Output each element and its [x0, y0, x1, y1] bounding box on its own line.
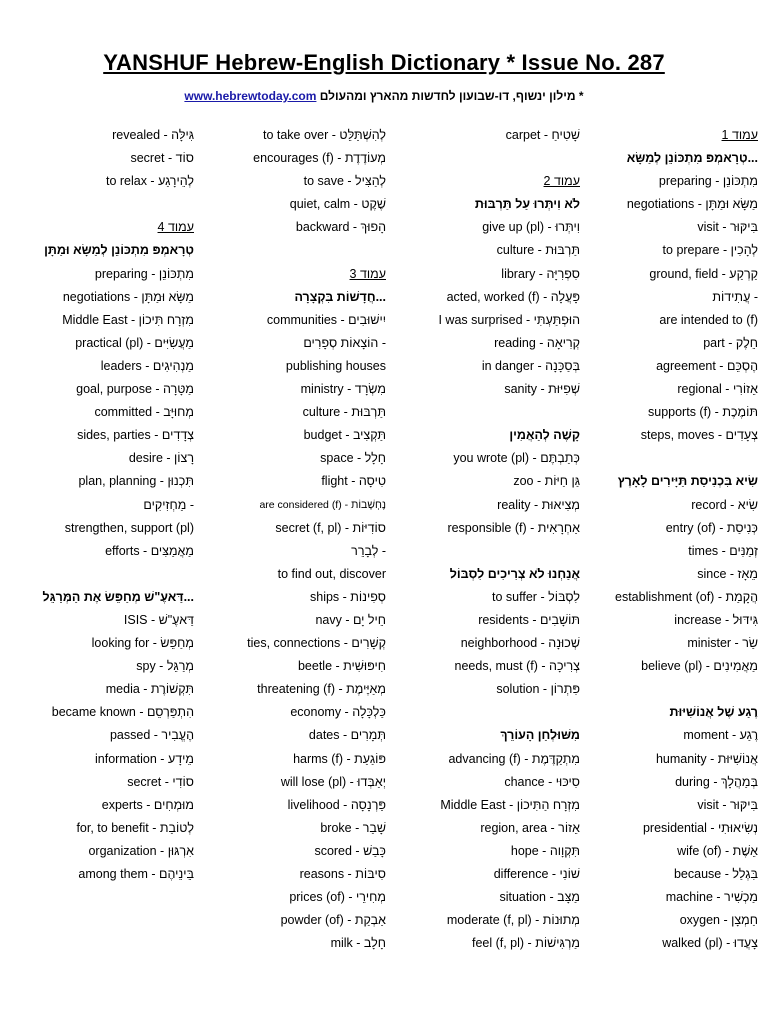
- article-heading: שִׂיא בִּכְנִיסַת תַּיָּירִים לָאָרֶץ: [617, 474, 758, 489]
- page-marker: עמוד 4: [157, 220, 194, 235]
- glossary-entry: quiet, calm - שֶׁקֶט: [289, 197, 386, 212]
- glossary-entry: encourages (f) - מְעוֹדֶדֶת: [253, 151, 386, 166]
- spacer: [390, 701, 580, 724]
- glossary-column-3: [390, 124, 580, 955]
- glossary-entry: passed - הֶעֱבִיר: [109, 728, 194, 743]
- glossary-entry: visit - בִּיקּוּר: [697, 220, 758, 235]
- glossary-entry: responsible (f) - אַחְרָאִית: [447, 520, 580, 535]
- glossary-entry: goal, purpose - מַטָּרָה: [76, 382, 194, 397]
- glossary-entry: difference - שׁוֹנִי: [493, 867, 580, 881]
- glossary-entry: ground, field - קַרְקַע: [649, 266, 758, 281]
- glossary-entry: acted, worked (f) - פָּעֲלָה: [446, 289, 580, 304]
- glossary-entry: threatening (f) - מְאַיֶּימֶת: [257, 682, 386, 697]
- glossary-entry: library - סִפְרִיָּה: [501, 266, 580, 281]
- article-heading: אֲנַחְנוּ לֹא צְרִיכִים לִסְבּוֹל: [449, 566, 580, 581]
- glossary-entry: broke - שָׁבַר: [320, 820, 386, 835]
- glossary-entry: during - בְּמַהֲלָךְ: [675, 774, 758, 789]
- page-marker: עמוד 3: [349, 266, 386, 281]
- glossary-entry: scored - כָּבַשׁ: [314, 843, 386, 858]
- glossary-entry: presidential - נְשִׂיאוּתִי: [642, 820, 758, 835]
- glossary-entry: moment - רֶגַע: [683, 728, 758, 743]
- glossary-entry: to prepare - לְהָכִין: [662, 243, 758, 258]
- glossary-entry: region, area - אֵזוֹר: [480, 820, 580, 835]
- glossary-entry: communities - יִישׁוּבִים: [266, 312, 386, 327]
- glossary-entry: record - שִׂיא: [691, 497, 758, 512]
- glossary-entry: machine - מַכְשִׁיר: [665, 890, 758, 905]
- glossary-entry: to take over - לְהִשְׁתַּלֵּט: [262, 128, 386, 142]
- article-heading: חֲדָשׁוֹת בִּקְצָרָה...: [294, 289, 386, 304]
- spacer: [568, 447, 758, 470]
- glossary-entry: economy - כַּלְכָּלָה: [290, 705, 386, 720]
- spacer: [4, 193, 194, 216]
- glossary-entry: backward - הָפוּךְ: [295, 220, 386, 235]
- spacer: [390, 147, 580, 170]
- glossary-entry: milk - חָלָב: [330, 936, 386, 951]
- glossary-entry: advancing (f) - מִתְקַדֶּמֶת: [448, 751, 580, 766]
- glossary-entry: dates - תְּמָרִים: [308, 728, 386, 743]
- glossary-entry: reality - מְצִיאוּת: [497, 497, 580, 512]
- glossary-entry: part - חֵלֶק: [703, 335, 758, 350]
- glossary-entry: solution - פִּתְרוֹן: [496, 682, 580, 697]
- glossary-entry: feel (f, pl) - מַרְגִּישׁוֹת: [471, 936, 580, 951]
- glossary-entry: Middle East - מִזְרָח תִּיכוֹן: [62, 312, 194, 327]
- glossary-entry: reasons - סִיבּוֹת: [299, 867, 386, 881]
- glossary-entry: neighborhood - שְׁכוּנָה: [460, 636, 580, 651]
- glossary-entry: space - חָלָל: [320, 451, 386, 466]
- spacer: [568, 678, 758, 701]
- glossary-entry: plan, planning - תִּכְנוּן: [78, 474, 194, 489]
- glossary-entry: information - מֵידָע: [95, 751, 194, 766]
- glossary-entry: preparing - מִתְכּוֹנֵן: [94, 266, 194, 281]
- glossary-entry: to suffer - לִסְבּוֹל: [492, 589, 580, 604]
- glossary-entry: Middle East - מִזְרָח הַתִּיכוֹן: [440, 797, 580, 812]
- glossary-entry: in danger - בְּסַכָּנָה: [481, 358, 580, 373]
- tagline: מילון ינשוף, דו-שבועון לחדשות מהארץ ומהעולם *: [319, 89, 584, 103]
- glossary-entry: media - תִּקְשׁוֹרֶת: [105, 682, 194, 697]
- spacer: [390, 540, 580, 563]
- glossary-entry: supports (f) - תּוֹמֶכֶת: [648, 405, 758, 420]
- glossary-entry: sanity - שְׁפִיּוּת: [504, 382, 580, 397]
- glossary-entry: you wrote (pl) - כְּתַבְתֶּם: [453, 451, 580, 466]
- page-title: YANSHUF Hebrew-English Dictionary * Issue No. 287: [103, 50, 665, 75]
- glossary-entry: עֲתִידוֹת -: [712, 289, 758, 304]
- glossary-entry: humanity - אֲנוֹשִׁיּוּת: [655, 751, 758, 766]
- glossary-entry: regional - אֵזוֹרִי: [677, 382, 758, 397]
- glossary-entry: agreement - הֶסְכֵּם: [656, 358, 758, 373]
- glossary-entry: to relax - לְהֵירָגַע: [105, 174, 194, 189]
- glossary-entry: powder (of) - אַבְקַת: [280, 913, 386, 928]
- glossary-entry: carpet - שָׁטִיחַ: [505, 128, 580, 142]
- subtitle: [0, 89, 768, 103]
- glossary-entry: give up (pl) - וִיתְּרוּ: [482, 220, 580, 235]
- glossary-entry: wife (of) - אֵשֶׁת: [677, 843, 758, 858]
- glossary-entry: culture - תַּרְבּוּת: [302, 405, 386, 420]
- article-heading: קָשֶׁה לְהַאֲמִין: [509, 428, 580, 443]
- glossary-entry: ministry - מִשְׂרָד: [300, 382, 386, 397]
- glossary-entry: zoo - גַּן חַיּוֹת: [513, 474, 580, 489]
- glossary-entry: are considered (f) - נֶחְשָׁבוֹת: [259, 498, 386, 511]
- glossary-entry: desire - רָצוֹן: [128, 451, 194, 466]
- glossary-entry: navy - חֵיל יָם: [315, 612, 386, 627]
- page-marker: עמוד 2: [543, 174, 580, 189]
- glossary-entry: residents - תּוֹשָׁבִים: [478, 612, 580, 627]
- article-heading: דַּאעֶ"שׁ מְחַפֵּשׂ אֶת הַמְּרַגֵּל...: [42, 589, 194, 604]
- glossary-entry: since - מֵאָז: [697, 566, 758, 581]
- glossary-entry: secret (f, pl) - סוֹדִיּוֹת: [275, 520, 386, 535]
- glossary-entry: chance - סִיכּוּי: [504, 774, 580, 789]
- glossary-entry: entry (of) - כְּנִיסַת: [665, 520, 758, 535]
- glossary-entry: will lose (pl) - יְאַבְּדוּ: [280, 774, 386, 789]
- glossary-entry: practical (pl) - מַעֲשִׂיִּים: [75, 335, 194, 350]
- spacer: [196, 239, 386, 262]
- glossary-entry: livelihood - פַּרְנָסָה: [287, 797, 386, 812]
- glossary-entry: became known - הִתְפַּרְסֵם: [51, 705, 194, 720]
- glossary-entry: among them - בֵּינֵיהֶם: [78, 867, 194, 881]
- glossary-entry: minister - שַׂר: [687, 636, 758, 651]
- glossary-entry: establishment (of) - הֲקָמַת: [615, 589, 758, 604]
- page-marker: עמוד 1: [721, 128, 758, 142]
- glossary-entry: efforts - מַאֲמַצִּים: [105, 543, 194, 558]
- glossary-entry: to find out, discover: [277, 566, 386, 581]
- glossary-entry: publishing houses: [285, 358, 386, 373]
- glossary-entry: committed - מְחוּיָּב: [94, 405, 194, 420]
- glossary-entry: needs, must (f) - צְרִיכָה: [454, 659, 580, 674]
- glossary-entry: situation - מַצָּב: [499, 890, 580, 905]
- glossary-column-1: [4, 124, 194, 886]
- glossary-entry: spy - מְרַגֵּל: [136, 659, 194, 674]
- glossary-entry: oxygen - חַמְצָן: [679, 913, 758, 928]
- glossary-entry: reading - קְרִיאָה: [494, 335, 580, 350]
- glossary-entry: to save - לְהַצִּיל: [303, 174, 386, 189]
- glossary-entry: are intended to (f): [659, 312, 758, 327]
- glossary-entry: increase - גִּידּוּל: [674, 612, 758, 627]
- spacer: [4, 563, 194, 586]
- glossary-entry: לְבָרֵר -: [351, 543, 386, 558]
- glossary-entry: experts - מוּמְחִים: [101, 797, 194, 812]
- article-heading: לֹא וִיתְּרוּ עַל תַּרְבּוּת: [474, 197, 580, 212]
- glossary-entry: because - בִּגְלַל: [673, 867, 758, 881]
- glossary-entry: steps, moves - צְעָדִים: [640, 428, 758, 443]
- glossary-entry: believe (pl) - מַאֲמִינִים: [641, 659, 758, 674]
- glossary-entry: walked (pl) - צָעֲדוּ: [662, 936, 758, 951]
- glossary-entry: leaders - מַנְהִיגִים: [100, 358, 194, 373]
- glossary-entry: ships - סְפִינוֹת: [310, 589, 386, 604]
- glossary-entry: secret - סוֹד: [130, 151, 194, 166]
- glossary-entry: budget - תַּקְצִיב: [303, 428, 386, 443]
- glossary-entry: secret - סוֹדִי: [127, 774, 194, 789]
- glossary-entry: ties, connections - קְשָׁרִים: [247, 636, 386, 651]
- glossary-entry: negotiations - מַשָּׂא וּמַתָּן: [626, 197, 758, 212]
- glossary-entry: מַחְזִיקִים -: [143, 497, 194, 512]
- glossary-entry: harms (f) - פּוֹגַעַת: [293, 751, 386, 766]
- glossary-column-4: [568, 124, 758, 955]
- glossary-column-2: [196, 124, 386, 955]
- glossary-entry: for, to benefit - לְטוֹבַת: [76, 820, 194, 835]
- glossary-entry: organization - אִרְגּוּן: [88, 843, 194, 858]
- spacer: [390, 401, 580, 424]
- glossary-entry: looking for - מְחַפֵּשׂ: [91, 636, 194, 651]
- glossary-entry: moderate (f, pl) - מְתוּנוֹת: [446, 913, 580, 928]
- glossary-entry: revealed - גִּילָּה: [112, 128, 194, 142]
- article-heading: טְרָאמְפּ מִתְכּוֹנֵן לְמַשָּׂא...: [626, 151, 758, 166]
- website-link[interactable]: www.hebrewtoday.com: [184, 89, 317, 103]
- glossary-entry: culture - תַּרְבּוּת: [496, 243, 580, 258]
- glossary-entry: sides, parties - צְדָדִים: [77, 428, 194, 443]
- article-heading: טְרָאמְפּ מִתְכּוֹנֵן לְמַשָּׂא וּמַתָּן: [44, 243, 194, 258]
- article-heading: מִשּׁוּלְחַן הָעוֹרֵךְ: [500, 728, 580, 743]
- glossary-entry: times - זְמַנִּים: [688, 543, 758, 558]
- glossary-entry: strengthen, support (pl): [64, 520, 194, 535]
- glossary-entry: prices (of) - מְחִירֵי: [289, 890, 386, 905]
- glossary-entry: visit - בִּיקּוּר: [697, 797, 758, 812]
- glossary-entry: hope - תִּקְוָוה: [510, 843, 580, 858]
- glossary-entry: negotiations - מַשָּׂא וּמַתָּן: [62, 289, 194, 304]
- glossary-entry: I was surprised - הוּפְתַּעְתִּי: [438, 312, 580, 327]
- glossary-entry: beetle - חִיפּוּשִׁית: [297, 659, 386, 674]
- glossary-entry: flight - טִיסָה: [321, 474, 386, 489]
- article-heading: רֶגַע שֶׁל אֲנוֹשִׁיּוּת: [669, 705, 758, 720]
- glossary-entry: ISIS - דַּאעֶ"שׁ: [123, 612, 194, 627]
- glossary-entry: preparing - מִתְכּוֹנֵן: [658, 174, 758, 189]
- glossary-entry: הוֹצָאוֹת סְפָרִים -: [303, 335, 386, 350]
